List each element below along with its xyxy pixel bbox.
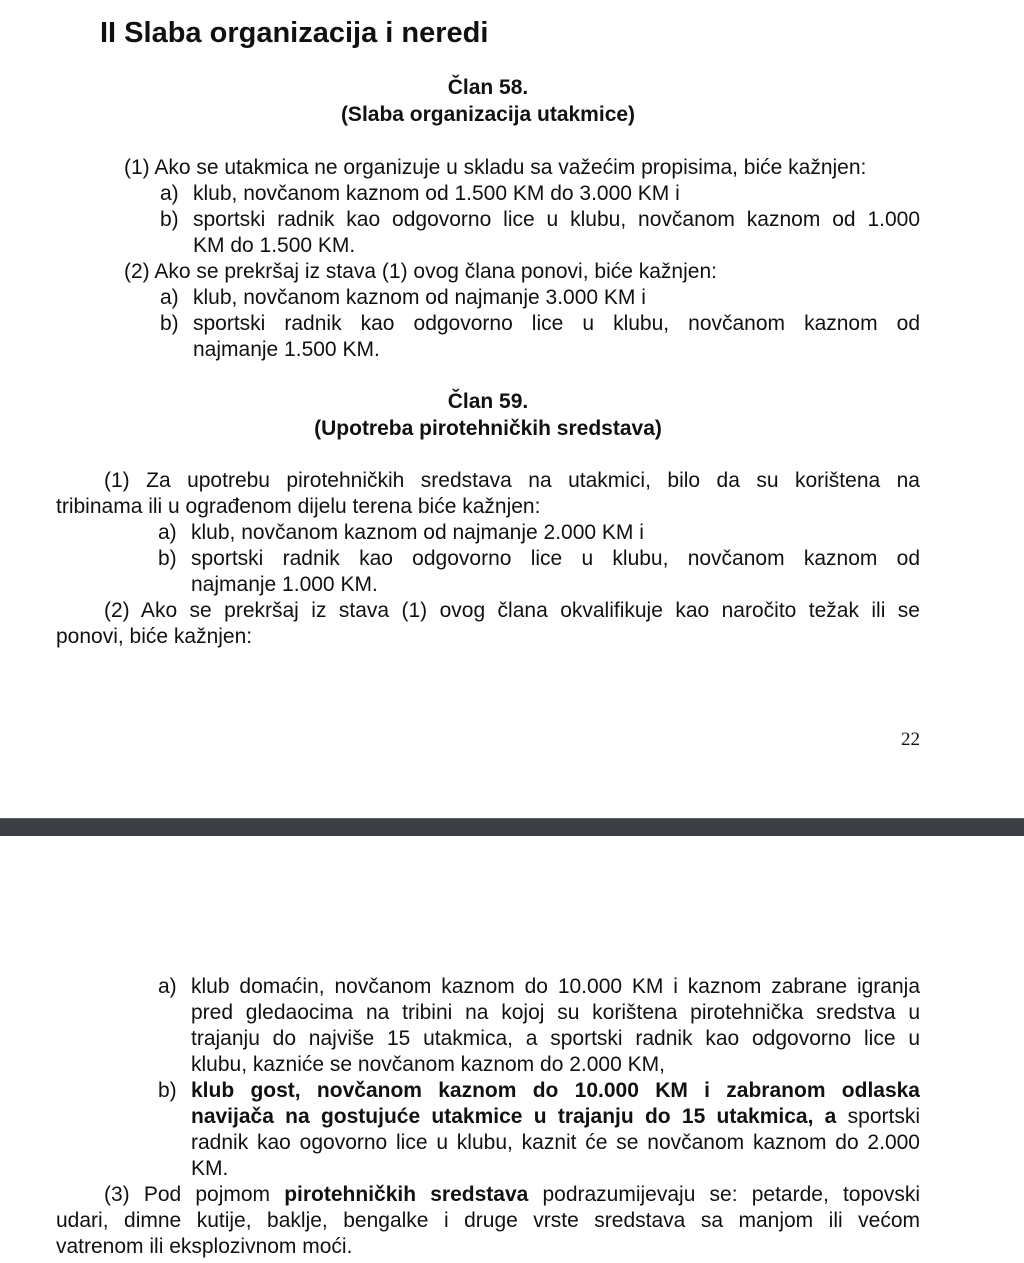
art58-para1-item-a: klub, novčanom kaznom od 1.500 KM do 3.000 KM i — [193, 182, 680, 205]
article-59-number: Član 59. — [447, 390, 529, 413]
art58-para2-item-b-line2: najmanje 1.500 KM. — [193, 338, 380, 361]
list-label: b) — [160, 312, 179, 335]
list-label: b) — [158, 1079, 177, 1102]
page-separator — [0, 818, 1024, 836]
para3-line3: vatrenom ili eksplozivnom moći. — [56, 1235, 353, 1258]
page-number: 22 — [901, 729, 920, 750]
art58-para1-item-b-line1: sportski radnik kao odgovorno lice u klubu, novčanom kaznom od 1.000 — [193, 208, 920, 231]
para3-line2: udari, dimne kutije, baklje, bengalke i druge vrste sredstava sa manjom ili većom — [56, 1209, 920, 1232]
art58-para2-item-b-line1: sportski radnik kao odgovorno lice u klubu, novčanom kaznom od — [193, 312, 920, 335]
item-a-line2: pred gledaocima na tribini na kojoj su korištena pirotehnička sredstva u — [191, 1001, 920, 1024]
art59-para1-item-a: klub, novčanom kaznom od najmanje 2.000 KM i — [191, 521, 644, 544]
article-58-title: (Slaba organizacija utakmice) — [340, 103, 636, 126]
art58-para1-intro: (1) Ako se utakmica ne organizuje u skladu sa važećim propisima, biće kažnjen: — [124, 156, 867, 179]
art59-para1-item-b-line2: najmanje 1.000 KM. — [191, 573, 378, 596]
list-label: a) — [160, 182, 179, 205]
document-page-23 — [0, 836, 1024, 1263]
item-a-line4: klubu, kazniće se novčanom kaznom do 2.000 KM, — [191, 1053, 665, 1076]
item-a-line1: klub domaćin, novčanom kaznom do 10.000 KM i kaznom zabrane igranja — [191, 975, 920, 998]
item-b-line2-bold: navijača na gostujuće utakmice u trajanju do 15 utakmica, a — [191, 1105, 837, 1128]
art59-para1-line2: tribinama ili u ograđenom dijelu terena biće kažnjen: — [56, 495, 541, 518]
para3-line1 — [104, 1182, 920, 1208]
art58-para1-item-b-line2: KM do 1.500 KM. — [193, 234, 356, 257]
para3-bold-term: pirotehničkih sredstava — [284, 1183, 529, 1206]
item-a-line3: trajanju do najviše 15 utakmica, a sportski radnik kao odgovorno lice u — [191, 1027, 920, 1050]
list-label: a) — [158, 975, 177, 998]
section-title: II Slaba organizacija i neredi — [100, 17, 489, 49]
art58-para2-intro: (2) Ako se prekršaj iz stava (1) ovog člana ponovi, biće kažnjen: — [124, 260, 717, 283]
list-label: a) — [160, 286, 179, 309]
art59-para2-line2: ponovi, biće kažnjen: — [56, 625, 253, 648]
item-b-line1: klub gost, novčanom kaznom do 10.000 KM i zabranom odlaska — [191, 1079, 920, 1102]
item-b-line2-rest: sportski — [836, 1105, 920, 1128]
item-b-line2 — [191, 1104, 920, 1130]
art58-para2-item-a: klub, novčanom kaznom od najmanje 3.000 KM i — [193, 286, 646, 309]
art59-para1-line1: (1) Za upotrebu pirotehničkih sredstava na utakmici, bilo da su korištena na — [104, 469, 920, 492]
para3-post: podrazumijevaju se: petarde, topovski — [528, 1183, 920, 1206]
list-label: b) — [158, 547, 177, 570]
art59-para1-item-b-line1: sportski radnik kao odgovorno lice u klubu, novčanom kaznom od — [191, 547, 920, 570]
item-b-line3: radnik kao ogovorno lice u klubu, kaznit će se novčanom kaznom do 2.000 — [191, 1131, 920, 1154]
list-label: b) — [160, 208, 179, 231]
article-58-number: Član 58. — [447, 76, 529, 99]
item-b-line4: KM. — [191, 1157, 229, 1180]
art59-para2-line1: (2) Ako se prekršaj iz stava (1) ovog člana okvalifikuje kao naročito težak ili se — [104, 599, 920, 622]
para3-pre: (3) Pod pojmom — [104, 1183, 285, 1206]
article-59-title: (Upotreba pirotehničkih sredstava) — [314, 417, 662, 440]
list-label: a) — [158, 521, 177, 544]
